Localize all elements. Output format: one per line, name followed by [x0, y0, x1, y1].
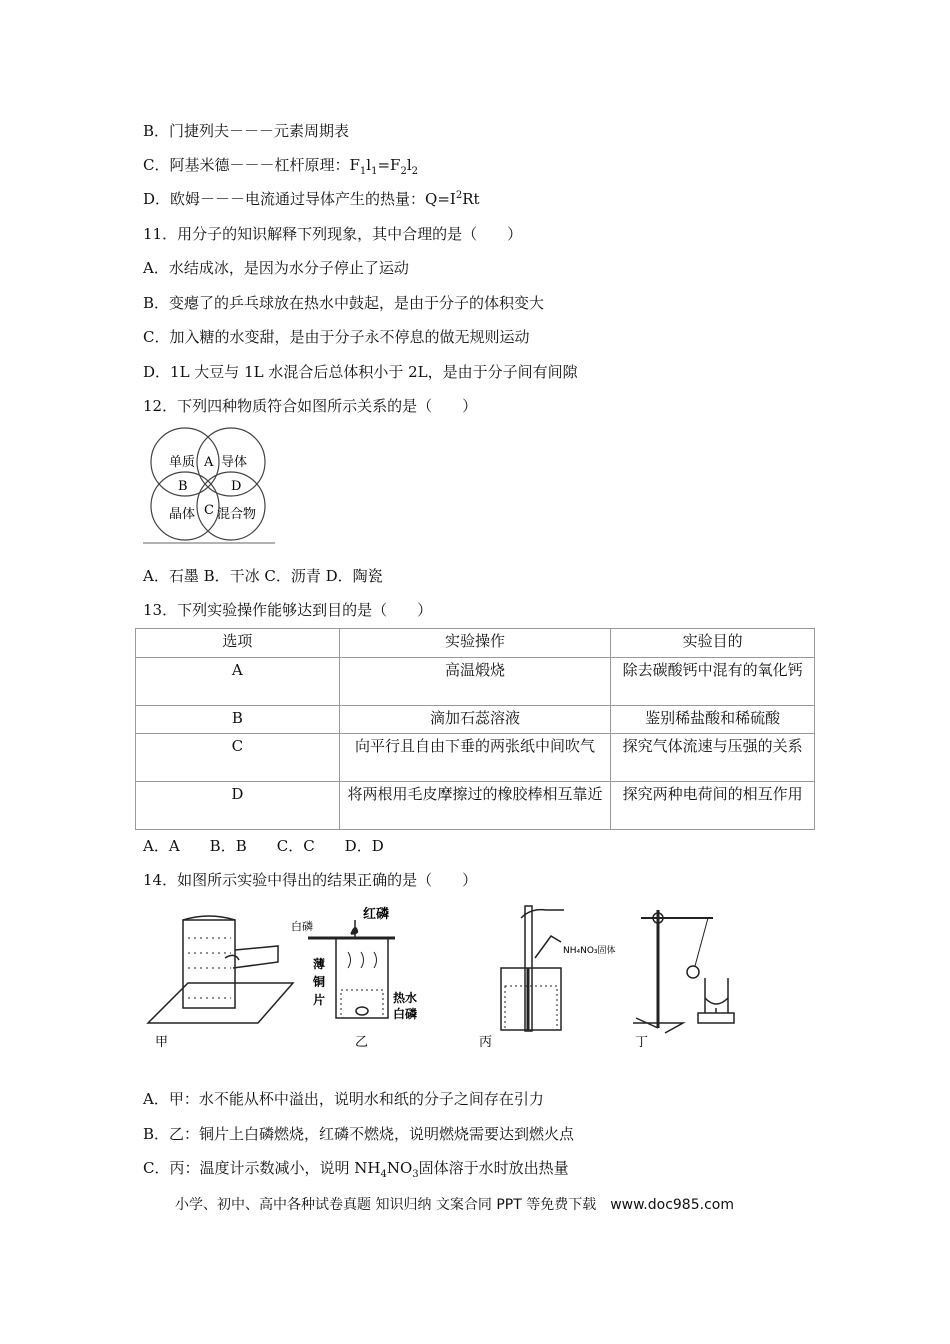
table-cell: D — [136, 782, 340, 830]
q10-c-eq: =F — [377, 156, 401, 174]
figure-label-yi: 乙 — [355, 1035, 369, 1050]
table-row — [136, 782, 815, 830]
figure-ding — [633, 910, 734, 1033]
q10-c-sub2: 1 — [371, 166, 378, 177]
table-header-cell: 实验目的 — [611, 629, 815, 658]
table-row — [136, 706, 815, 734]
q10-c-sub4: 2 — [411, 166, 418, 177]
q11-stem: 11．用分子的知识解释下列现象，其中合理的是（ ） — [143, 225, 523, 243]
q10-option-b: B．门捷列夫－－－元素周期表 — [143, 122, 350, 140]
label-bao: 薄 — [313, 957, 326, 971]
q10-c-l2: l — [406, 156, 412, 174]
label-bailin-top: 白磷 — [291, 920, 313, 933]
figure-bing — [501, 906, 564, 1031]
label-nh4no3: NH₄NO₃固体 — [563, 946, 616, 956]
venn-label-bottom-right: 混合物 — [217, 507, 257, 522]
q14-c-sub2: 3 — [412, 1169, 419, 1180]
q14-c-mid: NO — [386, 1159, 413, 1177]
table-header-cell: 选项 — [136, 629, 340, 658]
q14-option-b: B．乙：铜片上白磷燃烧，红磷不燃烧，说明燃烧需要达到燃火点 — [143, 1125, 575, 1143]
table-cell: 探究两种电荷间的相互作用 — [611, 782, 815, 830]
figure-label-jia: 甲 — [155, 1035, 169, 1050]
q10-d-sup: 2 — [455, 190, 463, 201]
q14-c-prefix: C．丙：温度计示数减小，说明 NH — [143, 1159, 381, 1177]
table-row — [136, 658, 815, 706]
table-cell: C — [136, 734, 340, 782]
table-cell: B — [136, 706, 340, 734]
venn-region-a: A — [204, 455, 214, 470]
experiment-figure — [143, 898, 738, 1053]
table-cell: 将两根用毛皮摩擦过的橡胶棒相互靠近 — [339, 782, 611, 830]
q13-stem: 13．下列实验操作能够达到目的是（ ） — [143, 601, 433, 619]
label-tong: 铜 — [313, 975, 326, 989]
figure-label-bing: 丙 — [479, 1035, 493, 1050]
q13-options: A．A B．B C．C D．D — [143, 837, 384, 855]
venn-label-bottom-left: 晶体 — [169, 507, 196, 522]
q10-option-c — [143, 154, 418, 177]
q10-d-suffix: Rt — [462, 190, 480, 208]
label-reshui: 热水 — [393, 991, 418, 1005]
figure-jia — [148, 916, 293, 1023]
q14-option-a: A．甲：水不能从杯中溢出，说明水和纸的分子之间存在引力 — [143, 1090, 544, 1108]
q10-c-l: l — [366, 156, 372, 174]
q10-c-prefix: C．阿基米德－－－杠杆原理：F — [143, 156, 360, 174]
q11-option-c: C．加入糖的水变甜，是由于分子永不停息的做无规则运动 — [143, 328, 530, 346]
label-bailin-bottom: 白磷 — [393, 1007, 418, 1021]
figure-label-ding: 丁 — [635, 1035, 649, 1050]
venn-region-b: B — [178, 479, 188, 494]
venn-diagram — [143, 424, 275, 544]
venn-region-d: D — [231, 479, 242, 494]
table-header-cell: 实验操作 — [339, 629, 611, 658]
q10-c-sub3: 2 — [400, 166, 407, 177]
q14-stem: 14．如图所示实验中得出的结果正确的是（ ） — [143, 871, 478, 889]
table-cell: 向平行且自由下垂的两张纸中间吹气 — [339, 734, 611, 782]
q14-option-c — [143, 1157, 569, 1180]
table-row — [136, 734, 815, 782]
table-header-row — [136, 629, 815, 658]
q14-c-sub1: 4 — [380, 1169, 387, 1180]
table-cell: 滴加石蕊溶液 — [339, 706, 611, 734]
q11-option-b: B．变瘪了的乒乓球放在热水中鼓起，是由于分子的体积变大 — [143, 294, 545, 312]
q14-c-suffix: 固体溶于水时放出热量 — [418, 1159, 569, 1177]
venn-region-c: C — [204, 503, 214, 518]
q11-option-d: D．1L 大豆与 1L 水混合后总体积小于 2L，是由于分子间有间隙 — [143, 363, 578, 381]
q11-option-a: A．水结成冰，是因为水分子停止了运动 — [143, 259, 409, 277]
q10-c-sub: 1 — [359, 166, 367, 177]
venn-label-top-left: 单质 — [169, 455, 196, 470]
experiment-table — [135, 628, 815, 830]
label-honglin: 红磷 — [363, 907, 390, 922]
table-cell: 探究气体流速与压强的关系 — [611, 734, 815, 782]
table-cell: 除去碳酸钙中混有的氧化钙 — [611, 658, 815, 706]
q12-stem: 12．下列四种物质符合如图所示关系的是（ ） — [143, 397, 478, 415]
q10-option-d — [143, 188, 480, 209]
table-cell: A — [136, 658, 340, 706]
q10-d-prefix: D．欧姆－－－电流通过导体产生的热量：Q=I — [143, 190, 456, 208]
table-cell: 鉴别稀盐酸和稀硫酸 — [611, 706, 815, 734]
page-footer: 小学、初中、高中各种试卷真题 知识归纳 文案合同 PPT 等免费下载 www.doc985.com — [175, 1197, 734, 1213]
label-pian: 片 — [313, 993, 326, 1007]
q12-options: A．石墨 B．干冰 C．沥青 D．陶瓷 — [143, 567, 383, 585]
table-cell: 高温煅烧 — [339, 658, 611, 706]
venn-label-top-right: 导体 — [221, 455, 248, 470]
